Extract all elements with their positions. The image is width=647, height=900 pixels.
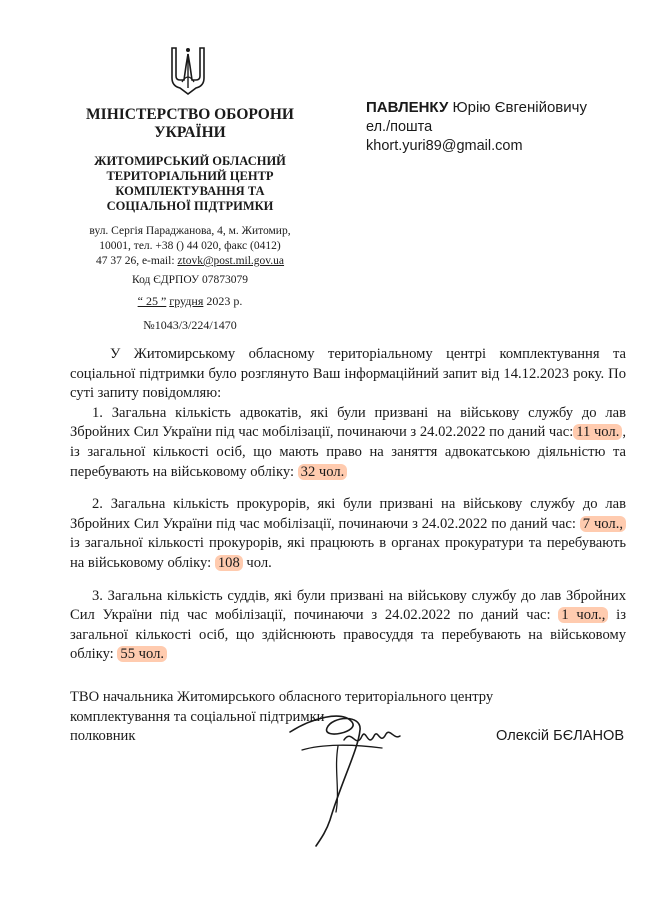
trident-emblem-icon bbox=[168, 42, 208, 98]
recipient-name: ПАВЛЕНКУ Юрію Євгенійовичу bbox=[366, 99, 587, 116]
intro-paragraph: У Житомирському обласному територіальному центрі комплектування та соціальної підтримки було розглянуто Ваш інформаційний запит від 14.12.2023 року. По суті запиту повідомляю: bbox=[70, 346, 626, 402]
highlight-mark: 32 чол. bbox=[298, 464, 348, 480]
sender-email-link[interactable]: ztovk@post.mil.gov.ua bbox=[177, 255, 285, 267]
ministry-name: МІНІСТЕРСТВО ОБОРОНИ УКРАЇНИ bbox=[86, 106, 294, 141]
item-2-paragraph: 2. Загальна кількість прокурорів, які були призвані на військову службу до лав Збройних Сил України під час мобілізації, починаючи з 24.02.2022 по даний час: 7 чол., із загальної кількості прокурорів, які працюють в органах прокуратури та перебувають на військовому обліку: 108 чол. bbox=[70, 496, 626, 571]
sender-address: вул. Сергія Параджанова, 4, м. Житомир, 10001, тел. +38 () 44 020, факс (0412) 47 37 26, e-mail: ztovk@post.mil.gov.ua bbox=[89, 225, 291, 267]
sender-block bbox=[60, 106, 320, 333]
registration-number: №1043/3/224/1470 bbox=[143, 318, 237, 332]
signatory-name: Олексій БЄЛАНОВ bbox=[496, 728, 625, 744]
handwritten-signature bbox=[282, 700, 412, 850]
highlight-mark: 1 чол., bbox=[558, 607, 608, 623]
edrpou-code: Код ЄДРПОУ 07873079 bbox=[131, 274, 249, 286]
highlight-mark: 55 чол. bbox=[117, 646, 167, 662]
highlight-mark: 11 чол. bbox=[573, 424, 622, 440]
highlight-mark: 108 bbox=[215, 555, 243, 571]
recipient-email[interactable]: khort.yuri89@gmail.com bbox=[366, 138, 523, 154]
letter-body bbox=[70, 345, 626, 665]
signatory-title-line1: ТВО начальника Житомирського обласного територіального центру bbox=[70, 689, 494, 705]
highlight-mark: 7 чол., bbox=[580, 516, 626, 532]
signatory-title-line2: комплектування та соціальної підтримки bbox=[70, 708, 325, 725]
recipient-contact-label: ел./пошта bbox=[366, 119, 433, 135]
signatory-rank: полковник bbox=[70, 728, 136, 745]
center-name: ЖИТОМИРСЬКИЙ ОБЛАСНИЙ ТЕРИТОРІАЛЬНИЙ ЦЕНТР КОМПЛЕКТУВАННЯ ТА СОЦІАЛЬНОЇ ПІДТРИМКИ bbox=[94, 154, 286, 213]
letter-date: “ 25 ” грудня 2023 р. bbox=[137, 294, 243, 308]
item-3-paragraph: 3. Загальна кількість суддів, які були призвані на військову службу до лав Збройних Сил України під час мобілізації, починаючи з 24.02.2022 по даний час: 1 чол., із загальної кількості осіб, що здійснюють правосуддя та перебувають на військовому обліку: 55 чол. bbox=[70, 587, 626, 663]
item-1-paragraph: 1. Загальна кількість адвокатів, які були призвані на військову службу до лав Збройних Сил України під час мобілізації, починаючи з 24.02.2022 по даний час: 11 чол. , із загальної кількості осіб, що мають право на заняття адвокатською діяльністю та перебувають на військовому обліку: 32 чол. bbox=[70, 404, 627, 480]
recipient-block bbox=[366, 98, 636, 156]
